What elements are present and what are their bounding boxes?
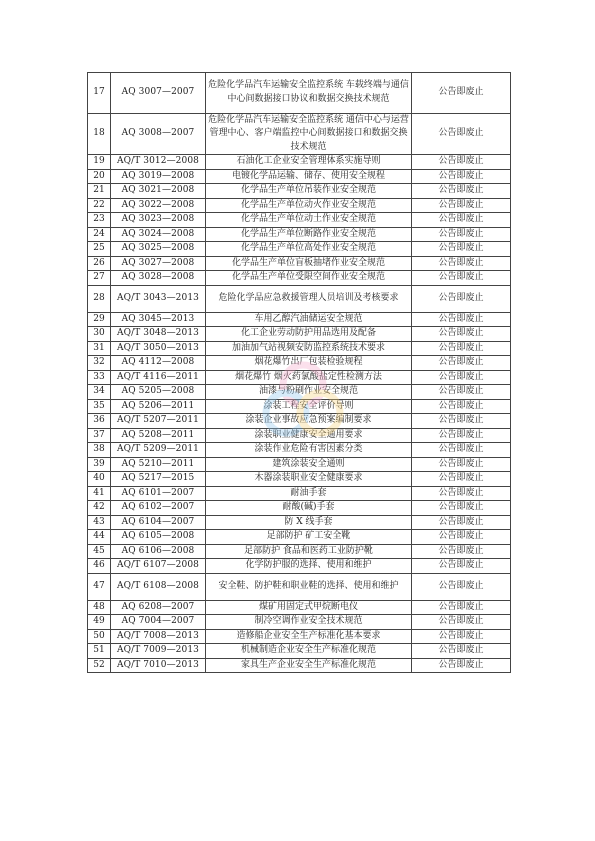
status-cell: 公告即废止 <box>412 198 511 213</box>
status-cell: 公告即废止 <box>412 644 511 659</box>
table-row <box>88 184 511 199</box>
table-row <box>88 573 511 600</box>
standard-name: 足部防护 矿工安全靴 <box>206 530 412 545</box>
table-row <box>88 370 511 385</box>
table-row <box>88 544 511 559</box>
row-number: 49 <box>88 615 111 630</box>
table-row <box>88 113 511 155</box>
standard-code: AQ 7004—2007 <box>111 615 206 630</box>
standard-code: AQ 3024—2008 <box>111 227 206 242</box>
table-row <box>88 428 511 443</box>
standard-name: 化工企业劳动防护用品选用及配备 <box>206 327 412 342</box>
standard-name: 化学品生产单位断路作业安全规范 <box>206 227 412 242</box>
row-number: 52 <box>88 658 111 673</box>
standard-code: AQ/T 4116—2011 <box>111 370 206 385</box>
table-row <box>88 327 511 342</box>
row-number: 19 <box>88 155 111 170</box>
standard-name: 木器涂装职业安全健康要求 <box>206 472 412 487</box>
standards-table-body <box>88 73 511 673</box>
table-row <box>88 486 511 501</box>
standard-name: 电镀化学品运输、储存、使用安全规程 <box>206 169 412 184</box>
standard-code: AQ 5217—2015 <box>111 472 206 487</box>
standard-code: AQ 4112—2008 <box>111 356 206 371</box>
standard-name: 化学防护服的选择、使用和维护 <box>206 559 412 574</box>
row-number: 43 <box>88 515 111 530</box>
row-number: 23 <box>88 213 111 228</box>
table-row <box>88 530 511 545</box>
standard-name: 危险化学品汽车运输安全监控系统 通信中心与运营管理中心、客户端监控中心间数据接口和数据交换技术规范 <box>206 113 412 155</box>
table-row <box>88 457 511 472</box>
table-row <box>88 312 511 327</box>
status-cell: 公告即废止 <box>412 515 511 530</box>
row-number: 27 <box>88 271 111 286</box>
standard-code: AQ 3025—2008 <box>111 242 206 257</box>
row-number: 42 <box>88 501 111 516</box>
standard-name: 煤矿用固定式甲烷断电仪 <box>206 600 412 615</box>
table-row <box>88 658 511 673</box>
row-number: 26 <box>88 256 111 271</box>
standard-code: AQ 3028—2008 <box>111 271 206 286</box>
status-cell: 公告即废止 <box>412 501 511 516</box>
standard-code: AQ 6106—2008 <box>111 544 206 559</box>
status-cell: 公告即废止 <box>412 472 511 487</box>
standard-code: AQ 6105—2008 <box>111 530 206 545</box>
standards-table <box>87 72 511 673</box>
row-number: 35 <box>88 399 111 414</box>
standard-code: AQ 6101—2007 <box>111 486 206 501</box>
status-cell: 公告即废止 <box>412 242 511 257</box>
status-cell: 公告即废止 <box>412 615 511 630</box>
table-row <box>88 644 511 659</box>
table-row <box>88 559 511 574</box>
standard-code: AQ/T 5207—2011 <box>111 414 206 429</box>
table-row <box>88 629 511 644</box>
standard-name: 化学品生产单位高处作业安全规范 <box>206 242 412 257</box>
standard-name: 烟花爆竹出厂包装检验规程 <box>206 356 412 371</box>
standard-code: AQ/T 6107—2008 <box>111 559 206 574</box>
table-row <box>88 443 511 458</box>
standard-code: AQ 6208—2007 <box>111 600 206 615</box>
status-cell: 公告即废止 <box>412 271 511 286</box>
standard-name: 家具生产企业安全生产标准化规范 <box>206 658 412 673</box>
row-number: 47 <box>88 573 111 600</box>
status-cell: 公告即废止 <box>412 227 511 242</box>
status-cell: 公告即废止 <box>412 370 511 385</box>
row-number: 17 <box>88 73 111 114</box>
status-cell: 公告即废止 <box>412 530 511 545</box>
row-number: 36 <box>88 414 111 429</box>
table-row <box>88 341 511 356</box>
row-number: 28 <box>88 285 111 312</box>
standard-code: AQ 5208—2011 <box>111 428 206 443</box>
status-cell: 公告即废止 <box>412 213 511 228</box>
row-number: 37 <box>88 428 111 443</box>
standard-code: AQ/T 6108—2008 <box>111 573 206 600</box>
standard-code: AQ/T 7009—2013 <box>111 644 206 659</box>
standard-name: 危险化学品应急救援管理人员培训及考核要求 <box>206 285 412 312</box>
standard-name: 化学品生产单位动火作业安全规范 <box>206 198 412 213</box>
status-cell: 公告即废止 <box>412 327 511 342</box>
table-row <box>88 399 511 414</box>
row-number: 44 <box>88 530 111 545</box>
row-number: 22 <box>88 198 111 213</box>
row-number: 32 <box>88 356 111 371</box>
row-number: 45 <box>88 544 111 559</box>
status-cell: 公告即废止 <box>412 414 511 429</box>
table-row <box>88 472 511 487</box>
standard-code: AQ 3023—2008 <box>111 213 206 228</box>
row-number: 20 <box>88 169 111 184</box>
status-cell: 公告即废止 <box>412 285 511 312</box>
status-cell: 公告即废止 <box>412 573 511 600</box>
standard-code: AQ/T 7008—2013 <box>111 629 206 644</box>
row-number: 38 <box>88 443 111 458</box>
table-row <box>88 414 511 429</box>
standard-name: 化学品生产单位吊装作业安全规范 <box>206 184 412 199</box>
standard-code: AQ/T 3048—2013 <box>111 327 206 342</box>
standard-name: 涂装职业健康安全通用要求 <box>206 428 412 443</box>
standard-code: AQ 6104—2007 <box>111 515 206 530</box>
table-row <box>88 155 511 170</box>
standard-name: 耐酸(碱)手套 <box>206 501 412 516</box>
standard-name: 涂装企业事故应急预案编制要求 <box>206 414 412 429</box>
status-cell: 公告即废止 <box>412 559 511 574</box>
row-number: 48 <box>88 600 111 615</box>
table-row <box>88 227 511 242</box>
status-cell: 公告即废止 <box>412 113 511 155</box>
row-number: 31 <box>88 341 111 356</box>
standard-name: 石油化工企业安全管理体系实施导则 <box>206 155 412 170</box>
standard-code: AQ 3045—2013 <box>111 312 206 327</box>
standard-code: AQ/T 5209—2011 <box>111 443 206 458</box>
standard-code: AQ 3022—2008 <box>111 198 206 213</box>
row-number: 39 <box>88 457 111 472</box>
status-cell: 公告即废止 <box>412 155 511 170</box>
standard-name: 涂装工程安全评价导则 <box>206 399 412 414</box>
row-number: 34 <box>88 385 111 400</box>
standard-code: AQ 5205—2008 <box>111 385 206 400</box>
row-number: 51 <box>88 644 111 659</box>
status-cell: 公告即废止 <box>412 256 511 271</box>
status-cell: 公告即废止 <box>412 457 511 472</box>
row-number: 40 <box>88 472 111 487</box>
status-cell: 公告即废止 <box>412 399 511 414</box>
standard-code: AQ/T 3050—2013 <box>111 341 206 356</box>
status-cell: 公告即废止 <box>412 428 511 443</box>
row-number: 29 <box>88 312 111 327</box>
row-number: 25 <box>88 242 111 257</box>
table-row <box>88 198 511 213</box>
standard-name: 安全鞋、防护鞋和职业鞋的选择、使用和维护 <box>206 573 412 600</box>
status-cell: 公告即废止 <box>412 544 511 559</box>
standard-name: 机械制造企业安全生产标准化规范 <box>206 644 412 659</box>
table-row <box>88 73 511 114</box>
standard-name: 制冷空调作业安全技术规范 <box>206 615 412 630</box>
standard-name: 车用乙醇汽油储运安全规范 <box>206 312 412 327</box>
table-row <box>88 615 511 630</box>
table-row <box>88 242 511 257</box>
status-cell: 公告即废止 <box>412 443 511 458</box>
standard-name: 烟花爆竹 烟火药氯酸盐定性检测方法 <box>206 370 412 385</box>
standard-code: AQ/T 3043—2013 <box>111 285 206 312</box>
status-cell: 公告即废止 <box>412 169 511 184</box>
row-number: 46 <box>88 559 111 574</box>
row-number: 24 <box>88 227 111 242</box>
table-row <box>88 213 511 228</box>
standard-name: 加油加气站视频安防监控系统技术要求 <box>206 341 412 356</box>
standard-code: AQ 6102—2007 <box>111 501 206 516</box>
standard-code: AQ 3021—2008 <box>111 184 206 199</box>
standard-code: AQ 3007—2007 <box>111 73 206 114</box>
row-number: 21 <box>88 184 111 199</box>
standard-code: AQ 3019—2008 <box>111 169 206 184</box>
row-number: 30 <box>88 327 111 342</box>
status-cell: 公告即废止 <box>412 73 511 114</box>
status-cell: 公告即废止 <box>412 356 511 371</box>
standard-name: 建筑涂装安全通则 <box>206 457 412 472</box>
standard-name: 涂装作业危险有害因素分类 <box>206 443 412 458</box>
standard-name: 防 X 线手套 <box>206 515 412 530</box>
standard-code: AQ 3008—2007 <box>111 113 206 155</box>
row-number: 18 <box>88 113 111 155</box>
table-row <box>88 515 511 530</box>
standard-name: 危险化学品汽车运输安全监控系统 车载终端与通信中心间数据接口协议和数据交换技术规范 <box>206 73 412 114</box>
standard-name: 油漆与粉刷作业安全规范 <box>206 385 412 400</box>
table-row <box>88 285 511 312</box>
table-row <box>88 169 511 184</box>
standard-name: 足部防护 食品和医药工业防护靴 <box>206 544 412 559</box>
standard-code: AQ/T 7010—2013 <box>111 658 206 673</box>
status-cell: 公告即废止 <box>412 658 511 673</box>
standard-code: AQ 3027—2008 <box>111 256 206 271</box>
standard-code: AQ 5206—2011 <box>111 399 206 414</box>
status-cell: 公告即废止 <box>412 486 511 501</box>
table-row <box>88 385 511 400</box>
standard-code: AQ 5210—2011 <box>111 457 206 472</box>
status-cell: 公告即废止 <box>412 385 511 400</box>
table-row <box>88 356 511 371</box>
standard-code: AQ/T 3012—2008 <box>111 155 206 170</box>
standard-name: 化学品生产单位盲板抽堵作业安全规范 <box>206 256 412 271</box>
status-cell: 公告即废止 <box>412 184 511 199</box>
standard-name: 化学品生产单位动土作业安全规范 <box>206 213 412 228</box>
row-number: 50 <box>88 629 111 644</box>
status-cell: 公告即废止 <box>412 312 511 327</box>
status-cell: 公告即废止 <box>412 600 511 615</box>
table-row <box>88 501 511 516</box>
standard-name: 造修船企业安全生产标准化基本要求 <box>206 629 412 644</box>
row-number: 41 <box>88 486 111 501</box>
table-row <box>88 256 511 271</box>
standard-name: 化学品生产单位受限空间作业安全规范 <box>206 271 412 286</box>
status-cell: 公告即废止 <box>412 341 511 356</box>
status-cell: 公告即废止 <box>412 629 511 644</box>
row-number: 33 <box>88 370 111 385</box>
standard-name: 耐油手套 <box>206 486 412 501</box>
table-row <box>88 271 511 286</box>
table-row <box>88 600 511 615</box>
